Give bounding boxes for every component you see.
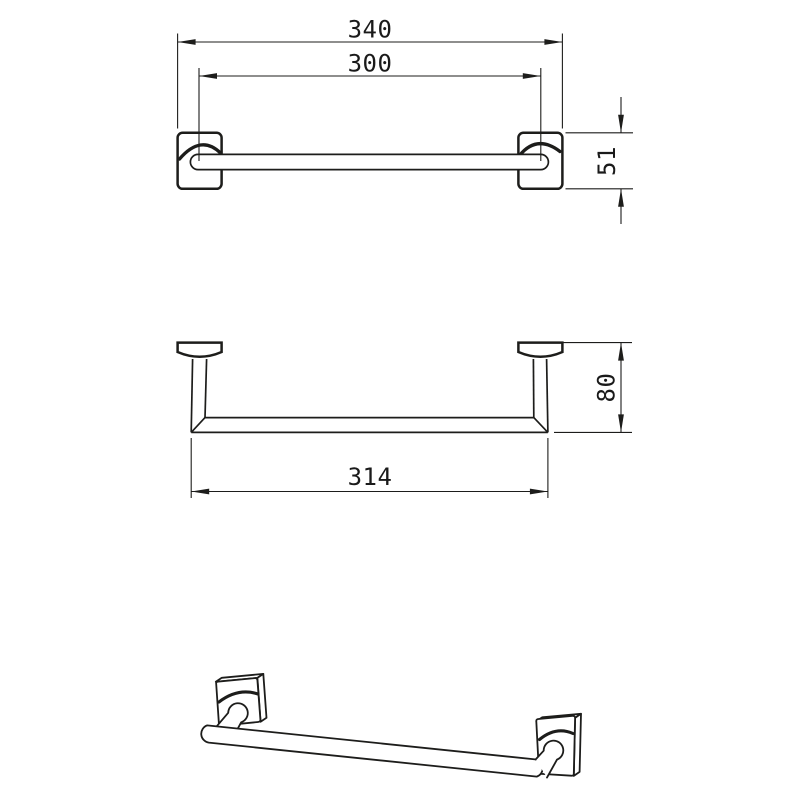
arrowhead-left bbox=[178, 39, 196, 45]
arrowhead-up bbox=[618, 343, 624, 361]
arrowhead-right bbox=[530, 489, 548, 495]
arrowhead-right bbox=[523, 73, 541, 79]
plan-corner-bevel-left bbox=[191, 418, 205, 433]
perspective-view bbox=[201, 674, 581, 778]
arrowhead-down bbox=[618, 115, 624, 133]
dim-depth bbox=[554, 343, 632, 433]
plan-arm-right-outer bbox=[547, 359, 548, 432]
persp-towel-bar bbox=[201, 725, 543, 776]
plan-view bbox=[178, 343, 563, 433]
arrowhead-down bbox=[618, 414, 624, 432]
arrowhead-up bbox=[618, 189, 624, 207]
dim-plate-height bbox=[566, 97, 634, 224]
dim-label-340: 340 bbox=[347, 15, 393, 44]
dim-label-51: 51 bbox=[593, 146, 621, 176]
plan-wall-plate-left bbox=[178, 343, 222, 357]
plan-corner-bevel-right bbox=[534, 418, 548, 433]
front-view bbox=[178, 133, 563, 189]
arrowhead-left bbox=[199, 73, 217, 79]
dim-bar-length bbox=[191, 438, 548, 498]
arrowhead-right bbox=[544, 39, 562, 45]
arrowhead-left bbox=[191, 489, 209, 495]
dim-label-314: 314 bbox=[347, 463, 393, 491]
dim-mount-centers bbox=[199, 50, 541, 162]
plan-arm-left-inner bbox=[205, 359, 207, 418]
dim-label-80: 80 bbox=[592, 372, 621, 403]
plan-wall-plate-right bbox=[518, 343, 562, 357]
dim-label-300: 300 bbox=[347, 49, 393, 78]
front-towel-bar bbox=[190, 154, 548, 169]
plan-arm-left-outer bbox=[191, 359, 192, 432]
